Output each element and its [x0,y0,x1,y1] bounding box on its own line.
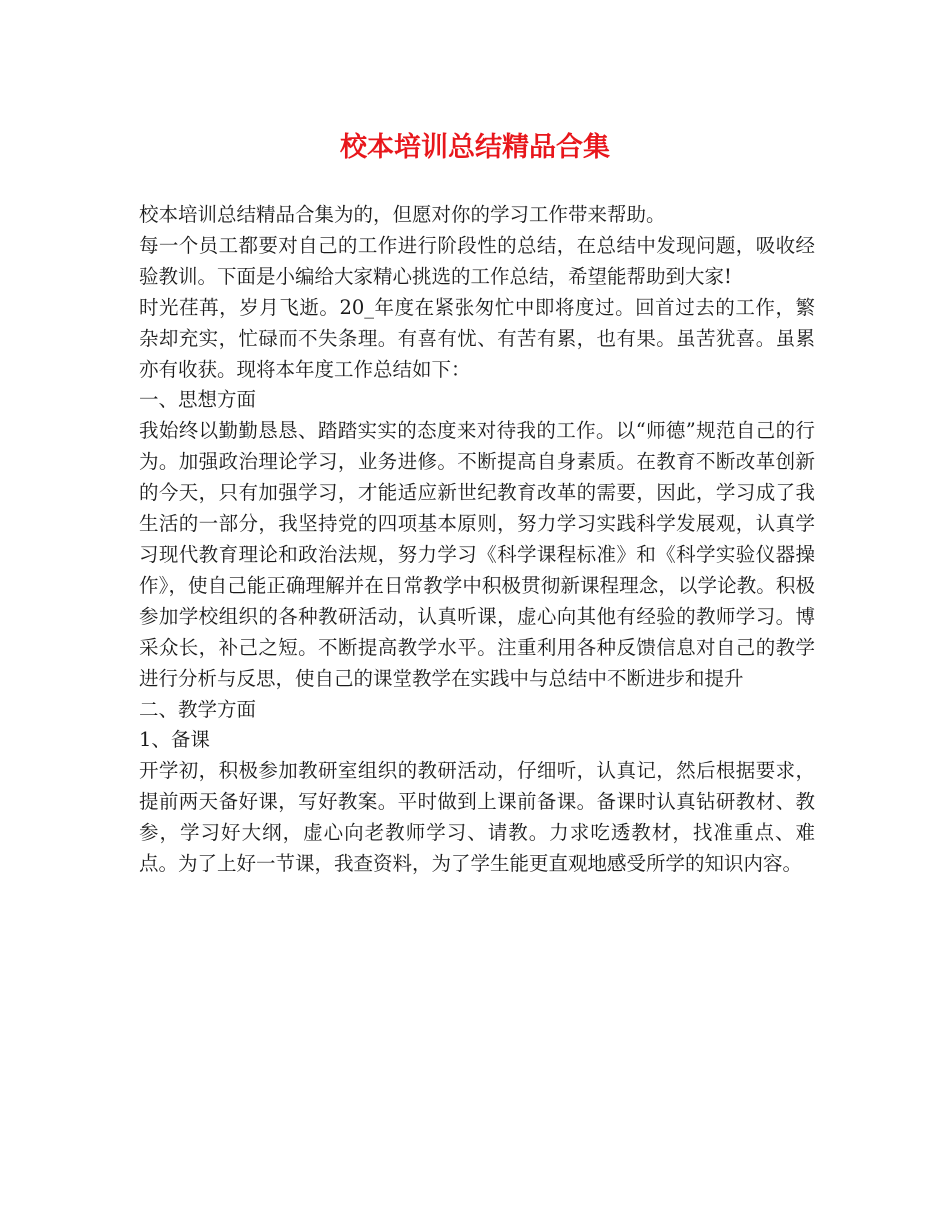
paragraph-year-review: 时光荏苒，岁月飞逝。20_年度在紧张匆忙中即将度过。回首过去的工作，繁杂却充实，忙碌而不失条理。有喜有忧、有苦有累，也有果。虽苦犹喜。虽累亦有收获。现将本年度工作总结如下： [139,295,815,381]
paragraph-summary-purpose: 每一个员工都要对自己的工作进行阶段性的总结，在总结中发现问题，吸收经验教训。下面是小编给大家精心挑选的工作总结，希望能帮助到大家! [139,233,815,288]
paragraph-intro: 校本培训总结精品合集为的，但愿对你的学习工作带来帮助。 [139,203,666,226]
document-title: 校本培训总结精品合集 [340,132,610,163]
section-heading-ideology: 一、思想方面 [139,388,257,412]
section-heading-teaching: 二、教学方面 [139,697,257,721]
paragraph-lesson-prep: 开学初，积极参加教研室组织的教研活动，仔细听，认真记，然后根据要求，提前两天备好课，写好教案。平时做到上课前备课。备课时认真钻研教材、教参，学习好大纲，虚心向老教师学习、请教。力求吃透教材，找准重点、难点。为了上好一节课，我查资料，为了学生能更直观地感受所学的知识内容。 [139,759,815,876]
subsection-heading-lesson-prep: 1、备课 [139,728,210,752]
document-body [139,200,815,880]
paragraph-ideology: 我始终以勤勤恳恳、踏踏实实的态度来对待我的工作。以“师德”规范自己的行为。加强政治理论学习，业务进修。不断提高自身素质。在教育不断改革创新的今天，只有加强学习，才能适应新世纪教育改革的需要，因此，学习成了我生活的一部分，我坚持党的四项基本原则，努力学习实践科学发展观，认真学习现代教育理论和政治法规，努力学习《科学课程标准》和《科学实验仪器操作》，使自己能正确理解并在日常教学中积极贯彻新课程理念，以学论教。积极参加学校组织的各种教研活动，认真听课，虚心向其他有经验的教师学习。博采众长，补己之短。不断提高教学水平。注重利用各种反馈信息对自己的教学进行分析与反思，使自己的课堂教学在实践中与总结中不断进步和提升 [139,419,815,690]
